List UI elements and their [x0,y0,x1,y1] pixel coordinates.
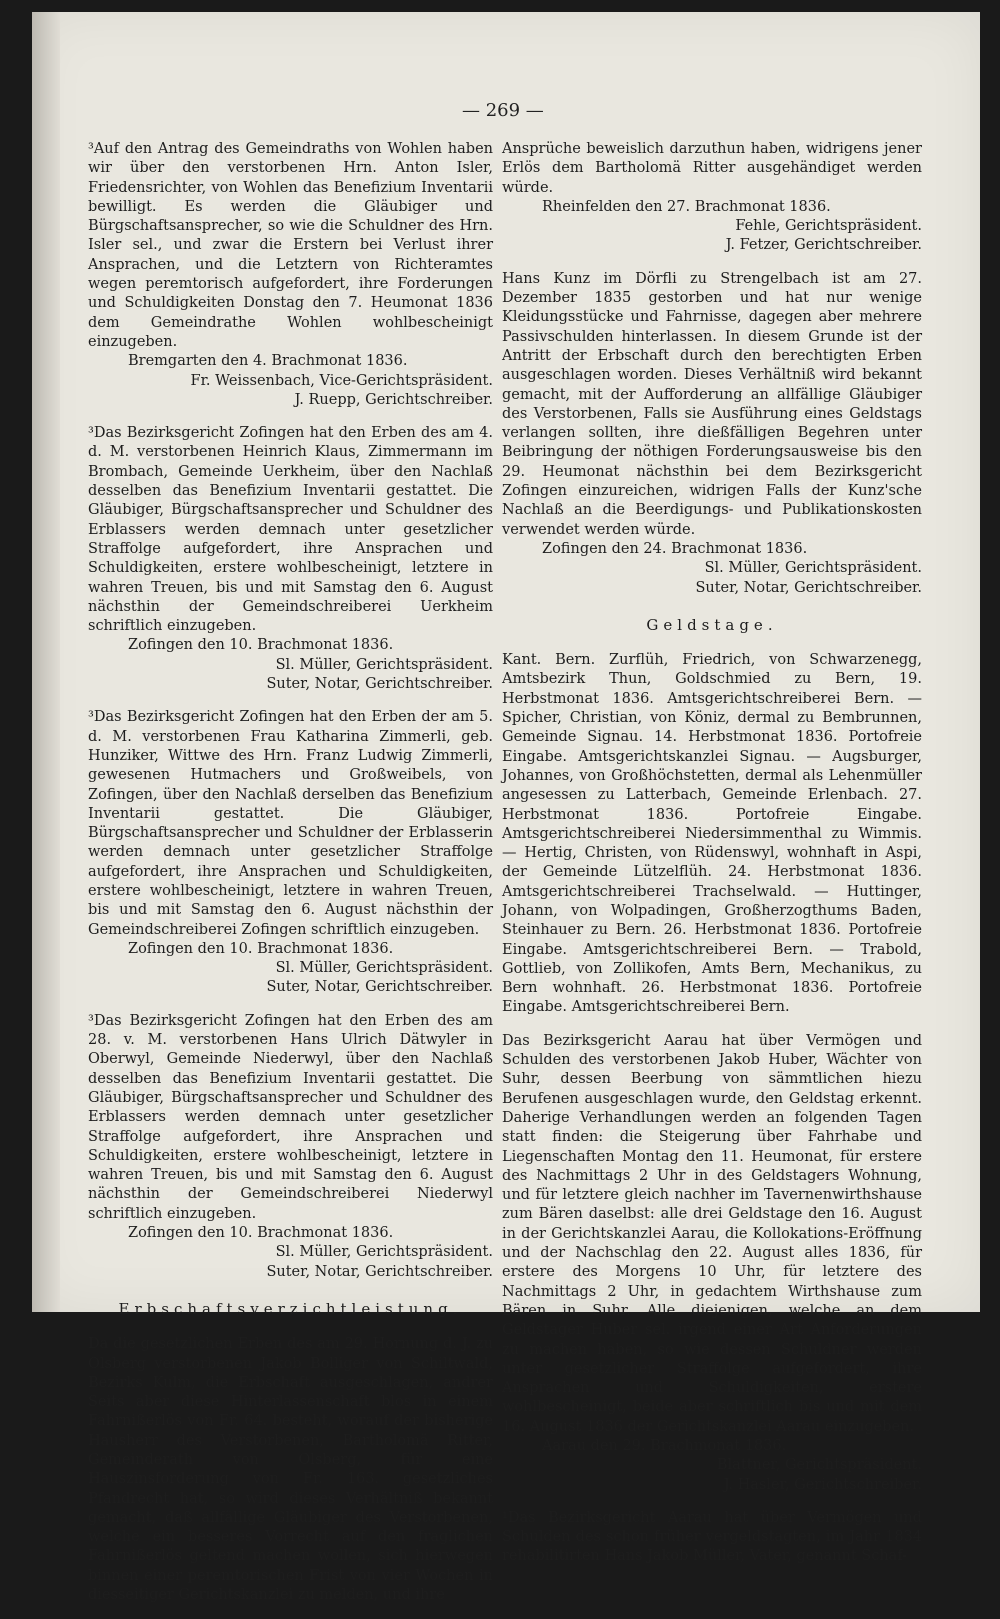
signature: J. Fetzer, Gerichtschreiber. [725,237,922,254]
notice-body: ¹Das Bezirksgericht Aarau hat über Vermögen und Schulden des schon früher vergeldstagten, im Jahr 1834 rehabilitirten Hans Jakob Müller, Vater, genannt Schaf- [502,1509,922,1565]
notice-kunz [502,270,922,598]
notice-body: Ansprüche beweislich darzuthun haben, widrigens jener Erlös dem Bartholomä Ritter ausgehändiget werden würde. [502,141,922,196]
signature: Fehle, Gerichtspräsident. [735,218,922,235]
document-page [32,12,980,1604]
signature: Fr. Weissenbach, Vice-Gerichtspräsident. [190,372,493,389]
notice-bolliger [88,1335,493,1605]
notice-place-date: Zofingen den 10. Brachmonat 1836. [128,1225,394,1242]
signature: J. Hasler, Gerichtschreiber. [723,1476,922,1493]
left-column [88,140,493,1619]
notice-place-date: Bremgarten den 4. Brachmonat 1836. [128,353,408,370]
notice-body: ³Das Bezirksgericht Zofingen hat den Erben der am 5. d. M. verstorbenen Frau Katharina Zimmerli, geb. Hunziker, Wittwe des Hrn. Franz Ludwig Zimmerli, gewesenen Hutmachers und Großweibels, von Zofingen, über den Nachlaß derselben das Benefizium Inventarii gestattet. Die Gläubiger, Bürgschaftsansprecher und Schuldner der Erblasserin werden demnach unter gesetzlicher Straffolge aufgefordert, ihre Ansprachen und Schuldigkeiten, erstere wohlbescheinigt, letztere in wahren Treuen, bis und mit Samstag den 6. August nächsthin der Gemeindschreiberei Zofingen schriftlich einzugeben. [88,709,493,938]
signature: Suter, Notar, Gerichtschreiber. [266,979,493,996]
signature: J. Ruepp, Gerichtschreiber. [294,391,493,408]
notice-wohlen [88,140,493,410]
notice-body: Hans Kunz im Dörfli zu Strengelbach ist am 27. Dezember 1835 gestorben und hat nur wenige Kleidungsstücke und Fahrnisse, dagegen aber mehrere Passivschulden hinterlassen. In diesem Grunde ist der Antritt der Erbschaft durch den berechtigten Erben ausgeschlagen worden. Dieses Verhältniß wird bekannt gemacht, mit der Aufforderung an allfällige Gläubiger des Verstorbenen, Falls sie Ausführung eines Geldstags verlangen sollten, ihre dießfälligen Begehren unter Beibringung der nöthigen Forderungsausweise bis den 29. Heumonat nächsthin bei dem Bezirksgericht Zofingen einzureichen, widrigen Falls der Kunz'sche Nachlaß an die Beerdigungs- und Publikationskosten verwendet werden würde. [502,270,922,538]
signature: Blattner, Gerichtspräsident. [716,1457,922,1474]
notice-zimmerli [88,708,493,997]
notice-place-date: Zofingen den 10. Brachmonat 1836. [128,637,394,654]
notice-body: ³Das Bezirksgericht Zofingen hat den Erben des am 28. v. M. verstorbenen Hans Ulrich Dätwyler in Oberwyl, Gemeinde Niederwyl, über den Nachlaß desselben das Benefizium Inventarii gestattet. Die Gläubiger, Bürgschaftsansprecher und Schuldner des Erblassers werden demnach unter gesetzlicher Straffolge aufgefordert, ihre Ansprachen und Schuldigkeiten, erstere wohlbescheinigt, letztere in wahren Treuen, bis und mit Samstag den 6. August nächsthin der Gemeindschreiberei Niederwyl schriftlich einzugeben. [88,1012,493,1222]
notice-place-date: Aarau den 29. Brachmonat 1836. [542,1438,787,1454]
section-heading: Erbschaftsverzichtleistung. [118,1299,463,1318]
book-gutter [32,12,60,1312]
notice-huber [502,1032,922,1495]
notice-daetwyler [88,1012,493,1282]
notice-place-date: Zofingen den 24. Brachmonat 1836. [542,540,808,557]
right-column [502,140,922,1581]
signature: Sl. Müller, Gerichtspräsident. [704,560,922,577]
signature: Sl. Müller, Gerichtspräsident. [275,656,493,673]
notice-body: Das Bezirksgericht Aarau hat über Vermögen und Schulden des verstorbenen Jakob Huber, Wächter von Suhr, dessen Beerbung von sämmtlichen hiezu Berufenen ausgeschlagen wurde, den Geldstag erkennt. Daherige Verhandlungen werden an folgenden Tagen statt finden: die Steigerung über Fahrhabe und Liegenschaften Montag den 11. Heumonat, für erstere des Nachmittags 2 Uhr in des Geldstagers Wohnung, und für letztere gleich nachher im Tavernenwirthshause zum Bären daselbst: alle drei Geldstage den 16. August in der Gerichtskanzlei Aarau, die Kollokations-Eröffnung und der Nachschlag den 22. August alles 1836, für erstere des Morgens 10 Uhr, für letztere des Nachmittags 2 Uhr, in gedachtem Wirthshause zum Bären in Suhr. Alle diejenigen, welche an dem Geldstager Huber sel. irgend einer Art Anforderungen zu machen haben, so wie dessen Schuldner werden unter gesetzlicher Straffolge aufgefordert, ihre Ansprachen und Schuldigkeiten, erstere wohlbescheinigt, beide aber schriftlich bis und mit dem 16. August 1836 der Gerichtskanzlei Aarau einzugeben. [502,1032,922,1435]
signature: Sl. Müller, Gerichtspräsident. [275,960,493,977]
section-heading: Geldstage. [646,615,778,634]
notice-body: ³Das Bezirksgericht Zofingen hat den Erben des am 4. d. M. verstorbenen Heinrich Klaus, Zimmermann im Brombach, Gemeinde Uerkheim, über den Nachlaß desselben das Benefizium Inventarii gestattet. Die Gläubiger, Bürgschaftsansprecher und Schuldner des Erblassers werden demnach unter gesetzlicher Straffolge aufgefordert, ihre Ansprachen und Schuldigkeiten, erstere wohlbescheinigt, letztere in wahren Treuen, bis und mit Samstag den 6. August nächsthin der Gemeindschreiberei Uerkheim schriftlich einzugeben. [88,425,493,635]
signature: Sl. Müller, Gerichtspräsident. [275,1244,493,1261]
signature: Suter, Notar, Gerichtschreiber. [266,676,493,693]
notice-bern-geldstage [502,651,922,1018]
notice-body: ³Auf den Antrag des Gemeindraths von Wohlen haben wir über den verstorbenen Hrn. Anton Isler, Friedensrichter, von Wohlen das Benefizium Inventarii bewilligt. Es werden die Gläubiger und Bürgschaftsansprecher, so wie die Schuldner des Hrn. Isler sel., und zwar die Erstern bei Verlust ihrer Ansprachen, und die Letztern von Richteramtes wegen peremtorisch aufgefordert, ihre Forderungen und Schuldigkeiten Donstag den 7. Heumonat 1836 dem Gemeindrathe Wohlen wohlbescheinigt einzugeben. [88,141,493,350]
signature: Suter, Notar, Gerichtschreiber. [695,579,922,596]
signature: Suter, Notar, Gerichtschreiber. [266,1263,493,1280]
notice-body: Da die gesetzlichen Erben des am 29. Hornung d. J. zu Olsberg verstorbenen Jakob Bolliger von Schiltwald, Bezirks Kulm, die Erbschaft ausgeschlagen, andrer Seits aber diese Hinterlassenschaft blos in einem Fahrnißerlös von Fr. 64. besteht, worauf der bisherige Hausherr des Verstorbenen, Bartholomä Ritter, Gemeinderath von Olsberg, für eine Hauszinsforderung von Fr. 163. gesetzliches Pfandrecht hat, so wird dieses Verhältniß bekannt gemacht, daß allfällige Gläubiger des Verstorbenen, welche ein besseres Vorrecht auf den fraglichen Fahrnißerlös geltend machen wollen, sich hierwegen binnen einer peremtorischen Frist von vier Wochen in diesseitiger Gerichtskanzlei zu melden, und ihre [88,1336,493,1604]
notice-place-date: Zofingen den 10. Brachmonat 1836. [128,940,394,957]
notice-mueller [502,1509,922,1567]
notice-klaus [88,424,493,694]
notice-body: Kant. Bern. Zurflüh, Friedrich, von Schwarzenegg, Amtsbezirk Thun, Goldschmied zu Bern, 19. Herbstmonat 1836. Amtsgerichtschreiberei Bern. — Spicher, Christian, von Köniz, dermal zu Bembrunnen, Gemeinde Signau. 14. Herbstmonat 1836. Portofreie Eingabe. Amtsgerichtskanzlei Signau. — Augsburger, Johannes, von Großhöchstetten, dermal als Lehenmüller angesessen zu Latterbach, Gemeinde Erlenbach. 27. Herbstmonat 1836. Portofreie Eingabe. Amtsgerichtschreiberei Niedersimmenthal zu Wimmis. — Hertig, Christen, von Rüdenswyl, wohnhaft in Aspi, der Gemeinde Lützelflüh. 24. Herbstmonat 1836. Amtsgerichtschreiberei Trachselwald. — Huttinger, Johann, von Wolpadingen, Großherzogthums Baden, Steinhauer zu Bern. 26. Herbstmonat 1836. Portofreie Eingabe. Amtsgerichtschreiberei Bern. — Trabold, Gottlieb, von Zollikofen, Amts Bern, Mechanikus, zu Bern wohnhaft. 26. Herbstmonat 1836. Portofreie Eingabe. Amtsgerichtschreiberei Bern. [502,652,922,1016]
notice-bolliger-cont [502,140,922,256]
page-number: — 269 — [462,100,544,121]
notice-place-date: Rheinfelden den 27. Brachmonat 1836. [542,198,831,215]
